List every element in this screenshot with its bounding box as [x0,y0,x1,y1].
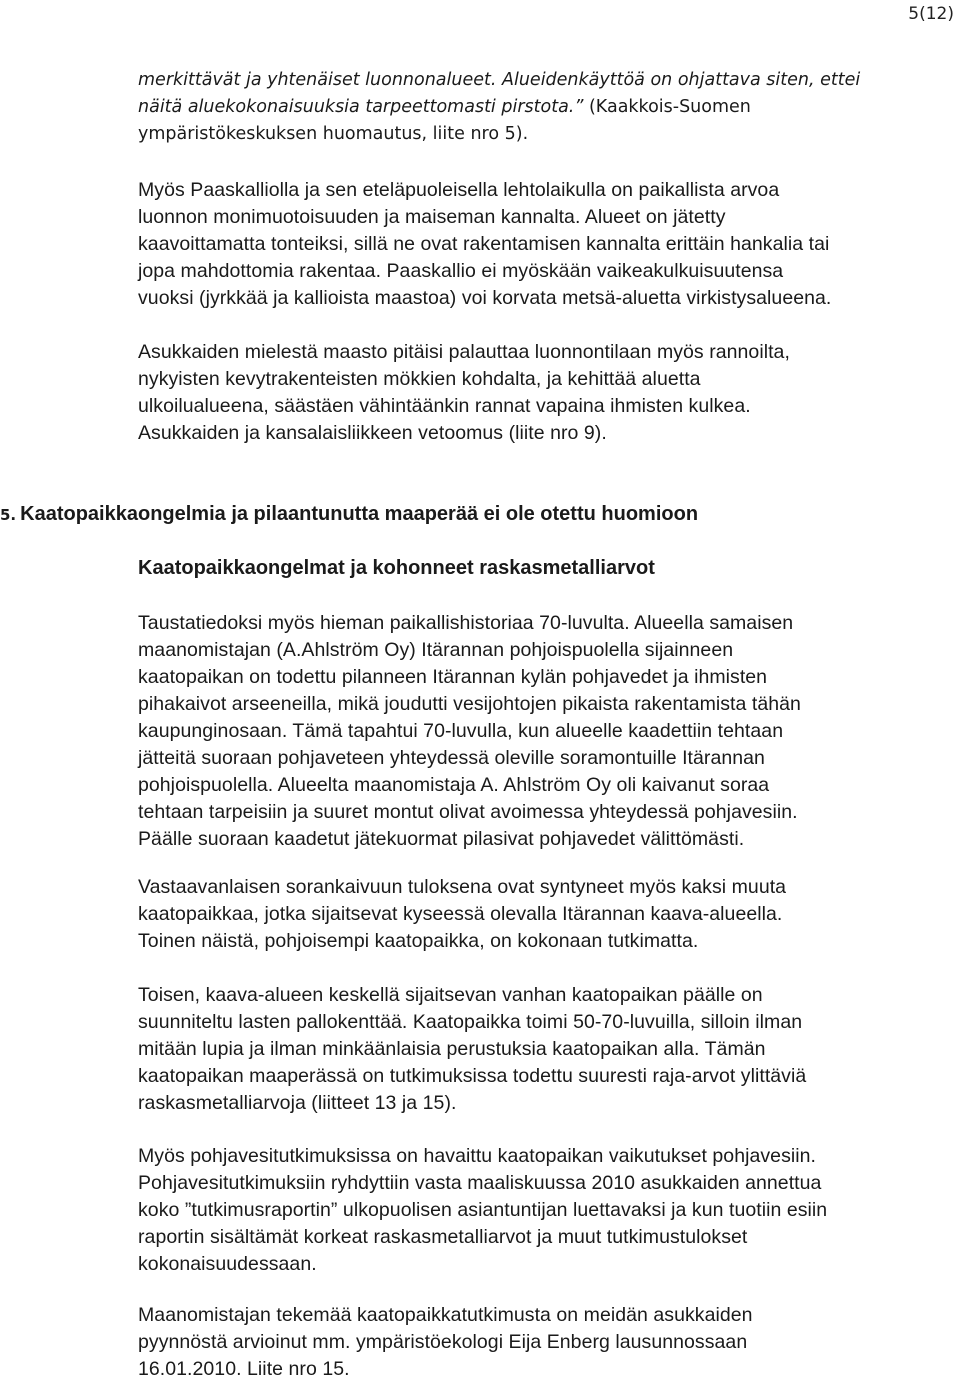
quote-line [138,94,940,121]
section-title: Kaatopaikkaongelmia ja pilaantunutta maaperää ei ole otettu huomioon [20,503,699,525]
paragraph-line: raportin sisältämät korkeat raskasmetalliarvot ja muut tutkimustulokset [138,1226,748,1248]
paragraph-toisen [138,982,940,1117]
paragraph-paaskallio [138,177,940,312]
paragraph-line: Myös Paaskalliolla ja sen eteläpuoleisella lehtolaikulla on paikallista arvoa [138,179,780,201]
paragraph-line: jopa mahdottomia rakentaa. Paaskallio ei myöskään vaikeakulkuisuutensa [138,260,784,282]
paragraph-line: kaatopaikan on todettu pilanneen Itärannan kylän pohjavedet ja ihmisten [138,666,768,688]
paragraph-line: jätteitä suoraan pohjaveteen yhteydessä oleville soramontuille Itärannan [138,747,765,769]
paragraph-line: Myös pohjavesitutkimuksissa on havaittu kaatopaikan vaikutukset pohjavesiin. [138,1145,816,1167]
paragraph-line: Pohjavesitutkimuksiin ryhdyttiin vasta maaliskuussa 2010 asukkaiden annettua [138,1172,822,1194]
section-5-subheading: Kaatopaikkaongelmat ja kohonneet raskasmetalliarvot [138,557,655,579]
paragraph-line: suunniteltu lasten pallokenttää. Kaatopaikka toimi 50-70-luvuilla, silloin ilman [138,1011,803,1033]
paragraph-line: kaatopaikkaa, jotka sijaitsevat kyseessä olevalla Itärannan kaava-alueella. [138,903,783,925]
paragraph-maanomistajan-tutkimus [138,1302,940,1383]
paragraph-line: Päälle suoraan kaadetut jätekuormat pilasivat pohjavedet välittömästi. [138,828,745,850]
paragraph-line: ulkoilualueena, säästäen vähintäänkin rannat vapaina ihmisten kulkea. [138,395,751,417]
paragraph-line: pohjoispuolella. Alueelta maanomistaja A. Ahlström Oy oli kaivanut soraa [138,774,770,796]
paragraph-taustatiedoksi [138,610,940,853]
section-number: 5. [0,506,17,524]
quote-block [138,67,940,148]
quote-line: merkittävät ja yhtenäiset luonnonalueet. Alueidenkäyttöä on ohjattava siten, ettei [138,70,861,90]
paragraph-line: vuoksi (jyrkkää ja kallioista maastoa) voi korvata metsä-aluetta virkistysalueena. [138,287,832,309]
paragraph-line: kaavoittamatta tonteiksi, sillä ne ovat rakentamisen kannalta erittäin hankalia tai [138,233,830,255]
paragraph-line: Asukkaiden ja kansalaisliikkeen vetoomus (liite nro 9). [138,422,607,444]
paragraph-line: Toisen, kaava-alueen keskellä sijaitsevan vanhan kaatopaikan päälle on [138,984,763,1006]
paragraph-asukkaiden-mielesta [138,339,940,447]
quote-source: (Kaakkois-Suomen [583,97,751,117]
quote-text: näitä aluekokonaisuuksia tarpeettomasti pirstota.” [138,97,584,117]
paragraph-line: kokonaisuudessaan. [138,1253,317,1275]
paragraph-line: Asukkaiden mielestä maasto pitäisi palauttaa luonnontilaan myös rannoilta, [138,341,790,363]
paragraph-line: Vastaavanlaisen sorankaivuun tuloksena ovat syntyneet myös kaksi muuta [138,876,787,898]
paragraph-line: maanomistajan (A.Ahlström Oy) Itärannan pohjoispuolella sijainneen [138,639,734,661]
section-5-heading [0,501,940,529]
paragraph-line: koko ”tutkimusraportin” ulkopuolisen asiantuntijan luettavaksi ja kun tuotiin esiin [138,1199,828,1221]
paragraph-line: luonnon monimuotoisuuden ja maiseman kannalta. Alueet on jätetty [138,206,726,228]
paragraph-line: raskasmetalliarvoja (liitteet 13 ja 15). [138,1092,457,1114]
paragraph-line: 16.01.2010. Liite nro 15. [138,1358,350,1380]
paragraph-line: kaupunginosaan. Tämä tapahtui 70-luvulla, kun alueelle kaadettiin tehtaan [138,720,784,742]
paragraph-pohjavesitutkimukset [138,1143,940,1278]
quote-source-line: ympäristökeskuksen huomautus, liite nro 5). [138,124,529,144]
paragraph-vastaavanlaisen [138,874,940,955]
paragraph-line: Maanomistajan tekemää kaatopaikkatutkimusta on meidän asukkaiden [138,1304,753,1326]
paragraph-line: Toinen näistä, pohjoisempi kaatopaikka, on kokonaan tutkimatta. [138,930,699,952]
paragraph-line: pyynnöstä arvioinut mm. ympäristöekologi Eija Enberg lausunnossaan [138,1331,748,1353]
paragraph-line: pihakaivot arseeneilla, mikä joudutti vesijohtojen pikaista rakentamista tähän [138,693,801,715]
paragraph-line: nykyisten kevytrakenteisten mökkien kohdalta, ja kehittää aluetta [138,368,701,390]
paragraph-line: Taustatiedoksi myös hieman paikallishistoriaa 70-luvulta. Alueella samaisen [138,612,794,634]
paragraph-line: tehtaan tarpeisiin ja suuret montut olivat avoimessa yhteydessä pohjavesiin. [138,801,798,823]
page-number: 5(12) [908,4,954,24]
paragraph-line: mitään lupia ja ilman minkäänlaisia perustuksia kaatopaikan alla. Tämän [138,1038,766,1060]
paragraph-line: kaatopaikan maaperässä on tutkimuksissa todettu suuresti raja-arvot ylittäviä [138,1065,807,1087]
